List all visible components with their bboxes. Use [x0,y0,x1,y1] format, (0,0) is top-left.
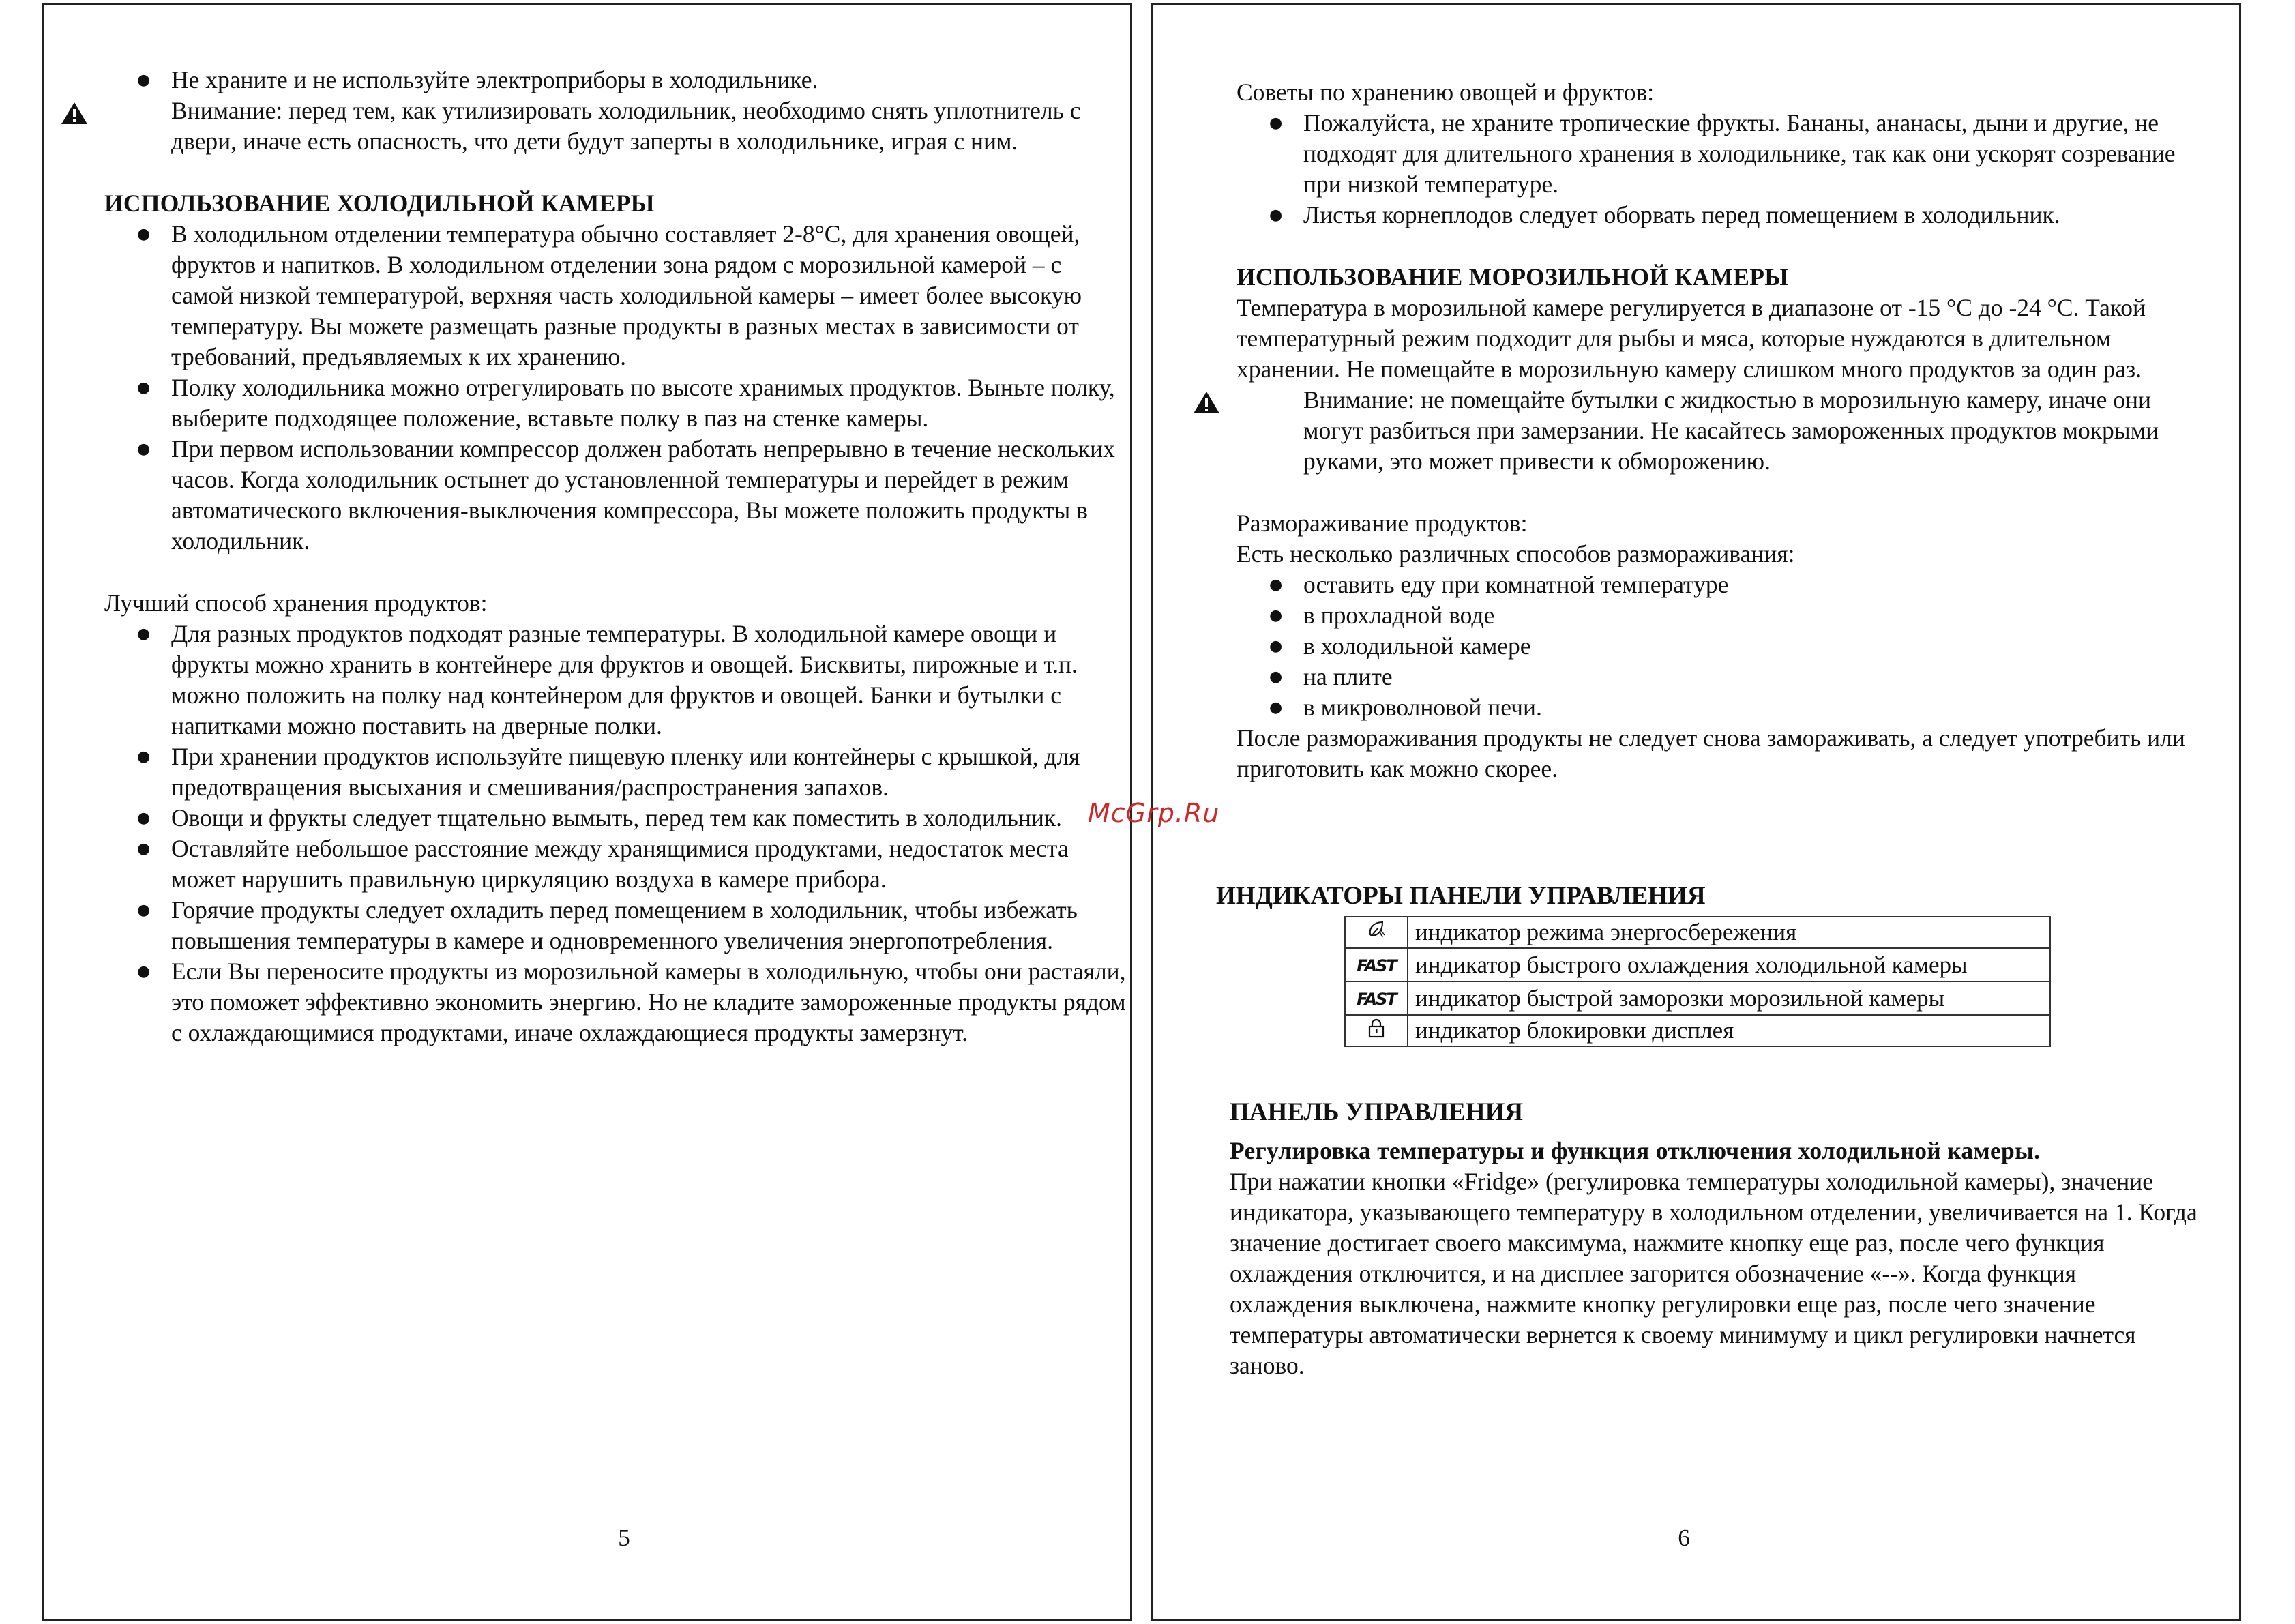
indicator-label: индикатор быстрой заморозки морозильной камеры [1408,981,2050,1015]
list-item: ● При хранении продуктов используйте пищевую пленку или контейнеры с крышкой, для предотвращения высыхания и смешивания/распространения запахов. [171,741,1127,803]
left-content [104,65,1127,1048]
tips-list [1237,108,2205,231]
list-item: ● Если Вы переносите продукты из морозильной камеры в холодильную, чтобы они растаяли, это поможет эффективно экономить энергию. Но не кладите замороженные продукты рядом с охлаждающимися продуктами, иначе охлаждающиеся продукты замерзнут. [171,956,1127,1048]
list-item: ● Горячие продукты следует охладить перед помещением в холодильник, чтобы избежать повышения температуры в камере и одновременного увеличения энергопотребления. [171,895,1127,956]
list-item: ● Листья корнеплодов следует оборвать перед помещением в холодильник. [1303,200,2205,231]
defrost-list [1237,570,2205,723]
list-item: ● в холодильной камере [1303,631,2205,662]
warning-icon [1193,391,1220,414]
list-item: ● Для разных продуктов подходят разные температуры. В холодильной камере овощи и фрукты можно хранить в контейнере для фруктов и овощей. Бисквиты, пирожные и т.п. можно положить на полку над контейнером для фруктов и овощей. Банки и бутылки с напитками можно поставить на дверные полки. [171,619,1127,741]
fast-cool-icon: FAST [1357,956,1396,975]
warning-icon [61,102,88,125]
table-row [1345,917,2050,948]
panel-subheading: Регулировка температуры и функция отключения холодильной камеры. [1230,1137,2041,1164]
list-item: ● на плите [1303,662,2205,692]
indicators-table [1344,916,2051,1047]
list-item: ● При первом использовании компрессор должен работать непрерывно в течение нескольких часов. Когда холодильник остынет до установленной температуры и перейдет в режим автоматического включения-выключения компрессора, Вы можете положить продукты в холодильник. [171,434,1127,557]
list-item: ● в микроволновой печи. [1303,692,2205,723]
defrost-intro: Есть несколько различных способов размораживания: [1237,540,1795,567]
list-item: ● Не храните и не используйте электроприборы в холодильнике. [171,65,1127,95]
indicators-heading: ИНДИКАТОРЫ ПАНЕЛИ УПРАВЛЕНИЯ [1216,882,1706,910]
watermark: McGrp.Ru [1088,798,1220,828]
list-item: ● оставить еду при комнатной температуре [1303,570,2205,600]
indicator-label: индикатор быстрого охлаждения холодильной камеры [1408,948,2050,981]
fridge-list [104,219,1127,557]
freezer-heading: ИСПОЛЬЗОВАНИЕ МОРОЗИЛЬНОЙ КАМЕРЫ [1237,263,1789,291]
list-item: ● в прохладной воде [1303,600,2205,631]
list-item: ● В холодильном отделении температура обычно составляет 2-8°C, для хранения овощей, фруктов и напитков. В холодильном отделении зона рядом с морозильной камерой – с самой низкой температурой, верхняя часть холодильной камеры – имеет более высокую температуру. Вы можете размещать разные продукты в разных местах в зависимости от требований, предъявляемых к их хранению. [171,219,1127,372]
panel-body [1230,1136,2198,1381]
storage-heading: Лучший способ хранения продуктов: [104,589,488,617]
freezer-warning-text: Внимание: не помещайте бутылки с жидкостью в морозильную камеру, иначе они могут разбиться при замерзании. Не касайтесь замороженных продуктов мокрыми руками, это может привести к обморожению. [1303,386,2159,475]
table-row [1345,948,2050,981]
indicator-label: индикатор режима энергосбережения [1408,917,2050,948]
page-number: 5 [618,1524,630,1551]
list-item: ● Оставляйте небольшое расстояние между хранящимися продуктами, недостаток места может нарушить правильную циркуляцию воздуха в камере прибора. [171,833,1127,895]
fast-freeze-icon: FAST [1357,990,1396,1009]
tips-heading: Советы по хранению овощей и фруктов: [1237,78,1655,106]
defrost-heading: Размораживание продуктов: [1237,510,1528,537]
list-item: ● Пожалуйста, не храните тропические фрукты. Бананы, ананасы, дыни и другие, не подходят для длительного хранения в холодильнике, так как они ускорят созревание при низкой температуре. [1303,108,2205,200]
table-row [1345,981,2050,1015]
list-item: ● Полку холодильника можно отрегулировать по высоте хранимых продуктов. Выньте полку, выберите подходящее положение, вставьте полку в паз на стенке камеры. [171,372,1127,434]
list-item: ● Овощи и фрукты следует тщательно вымыть, перед тем как поместить в холодильник. [171,803,1127,833]
intro-warning-text: Внимание: перед тем, как утилизировать холодильник, необходимо снять уплотнитель с двери, иначе есть опасность, что дети будут заперты в холодильнике, играя с ним. [171,97,1081,155]
fridge-heading: ИСПОЛЬЗОВАНИЕ ХОЛОДИЛЬНОЙ КАМЕРЫ [104,190,655,217]
page-number: 6 [1678,1524,1690,1551]
lock-icon [1367,1018,1386,1038]
energy-saving-icon [1366,919,1387,940]
defrost-after: После размораживания продукты не следует снова замораживать, а следует употребить или приготовить как можно скорее. [1237,724,2185,782]
panel-heading: ПАНЕЛЬ УПРАВЛЕНИЯ [1230,1098,1524,1126]
intro-warning [104,95,1127,157]
right-content [1237,77,2205,784]
freezer-text: Температура в морозильной камере регулируется в диапазоне от -15 °C до -24 °C. Такой температурный режим подходит для рыбы и мяса, которые нуждаются в длительном хранении. Не помещайте в морозильную камеру слишком много продуктов за один раз. [1237,294,2146,383]
panel-text: При нажатии кнопки «Fridge» (регулировка температуры холодильной камеры), значение индикатора, указывающего температуру в холодильном отделении, увеличивается на 1. Когда значение достигает своего максимума, нажмите кнопку еще раз, после чего функция охлаждения отключится, и на дисплее загорится обозначение «--». Когда функция охлаждения выключена, нажмите кнопку регулировки еще раз, после чего значение температуры автоматически вернется к своему минимуму и цикл регулировки начнется заново. [1230,1168,2197,1379]
table-row [1345,1015,2050,1046]
page-right [1151,3,2241,1621]
page-left [42,3,1132,1621]
storage-list [104,619,1127,1048]
intro-list [104,65,1127,95]
indicator-label: индикатор блокировки дисплея [1408,1015,2050,1046]
freezer-warning [1237,385,2205,477]
